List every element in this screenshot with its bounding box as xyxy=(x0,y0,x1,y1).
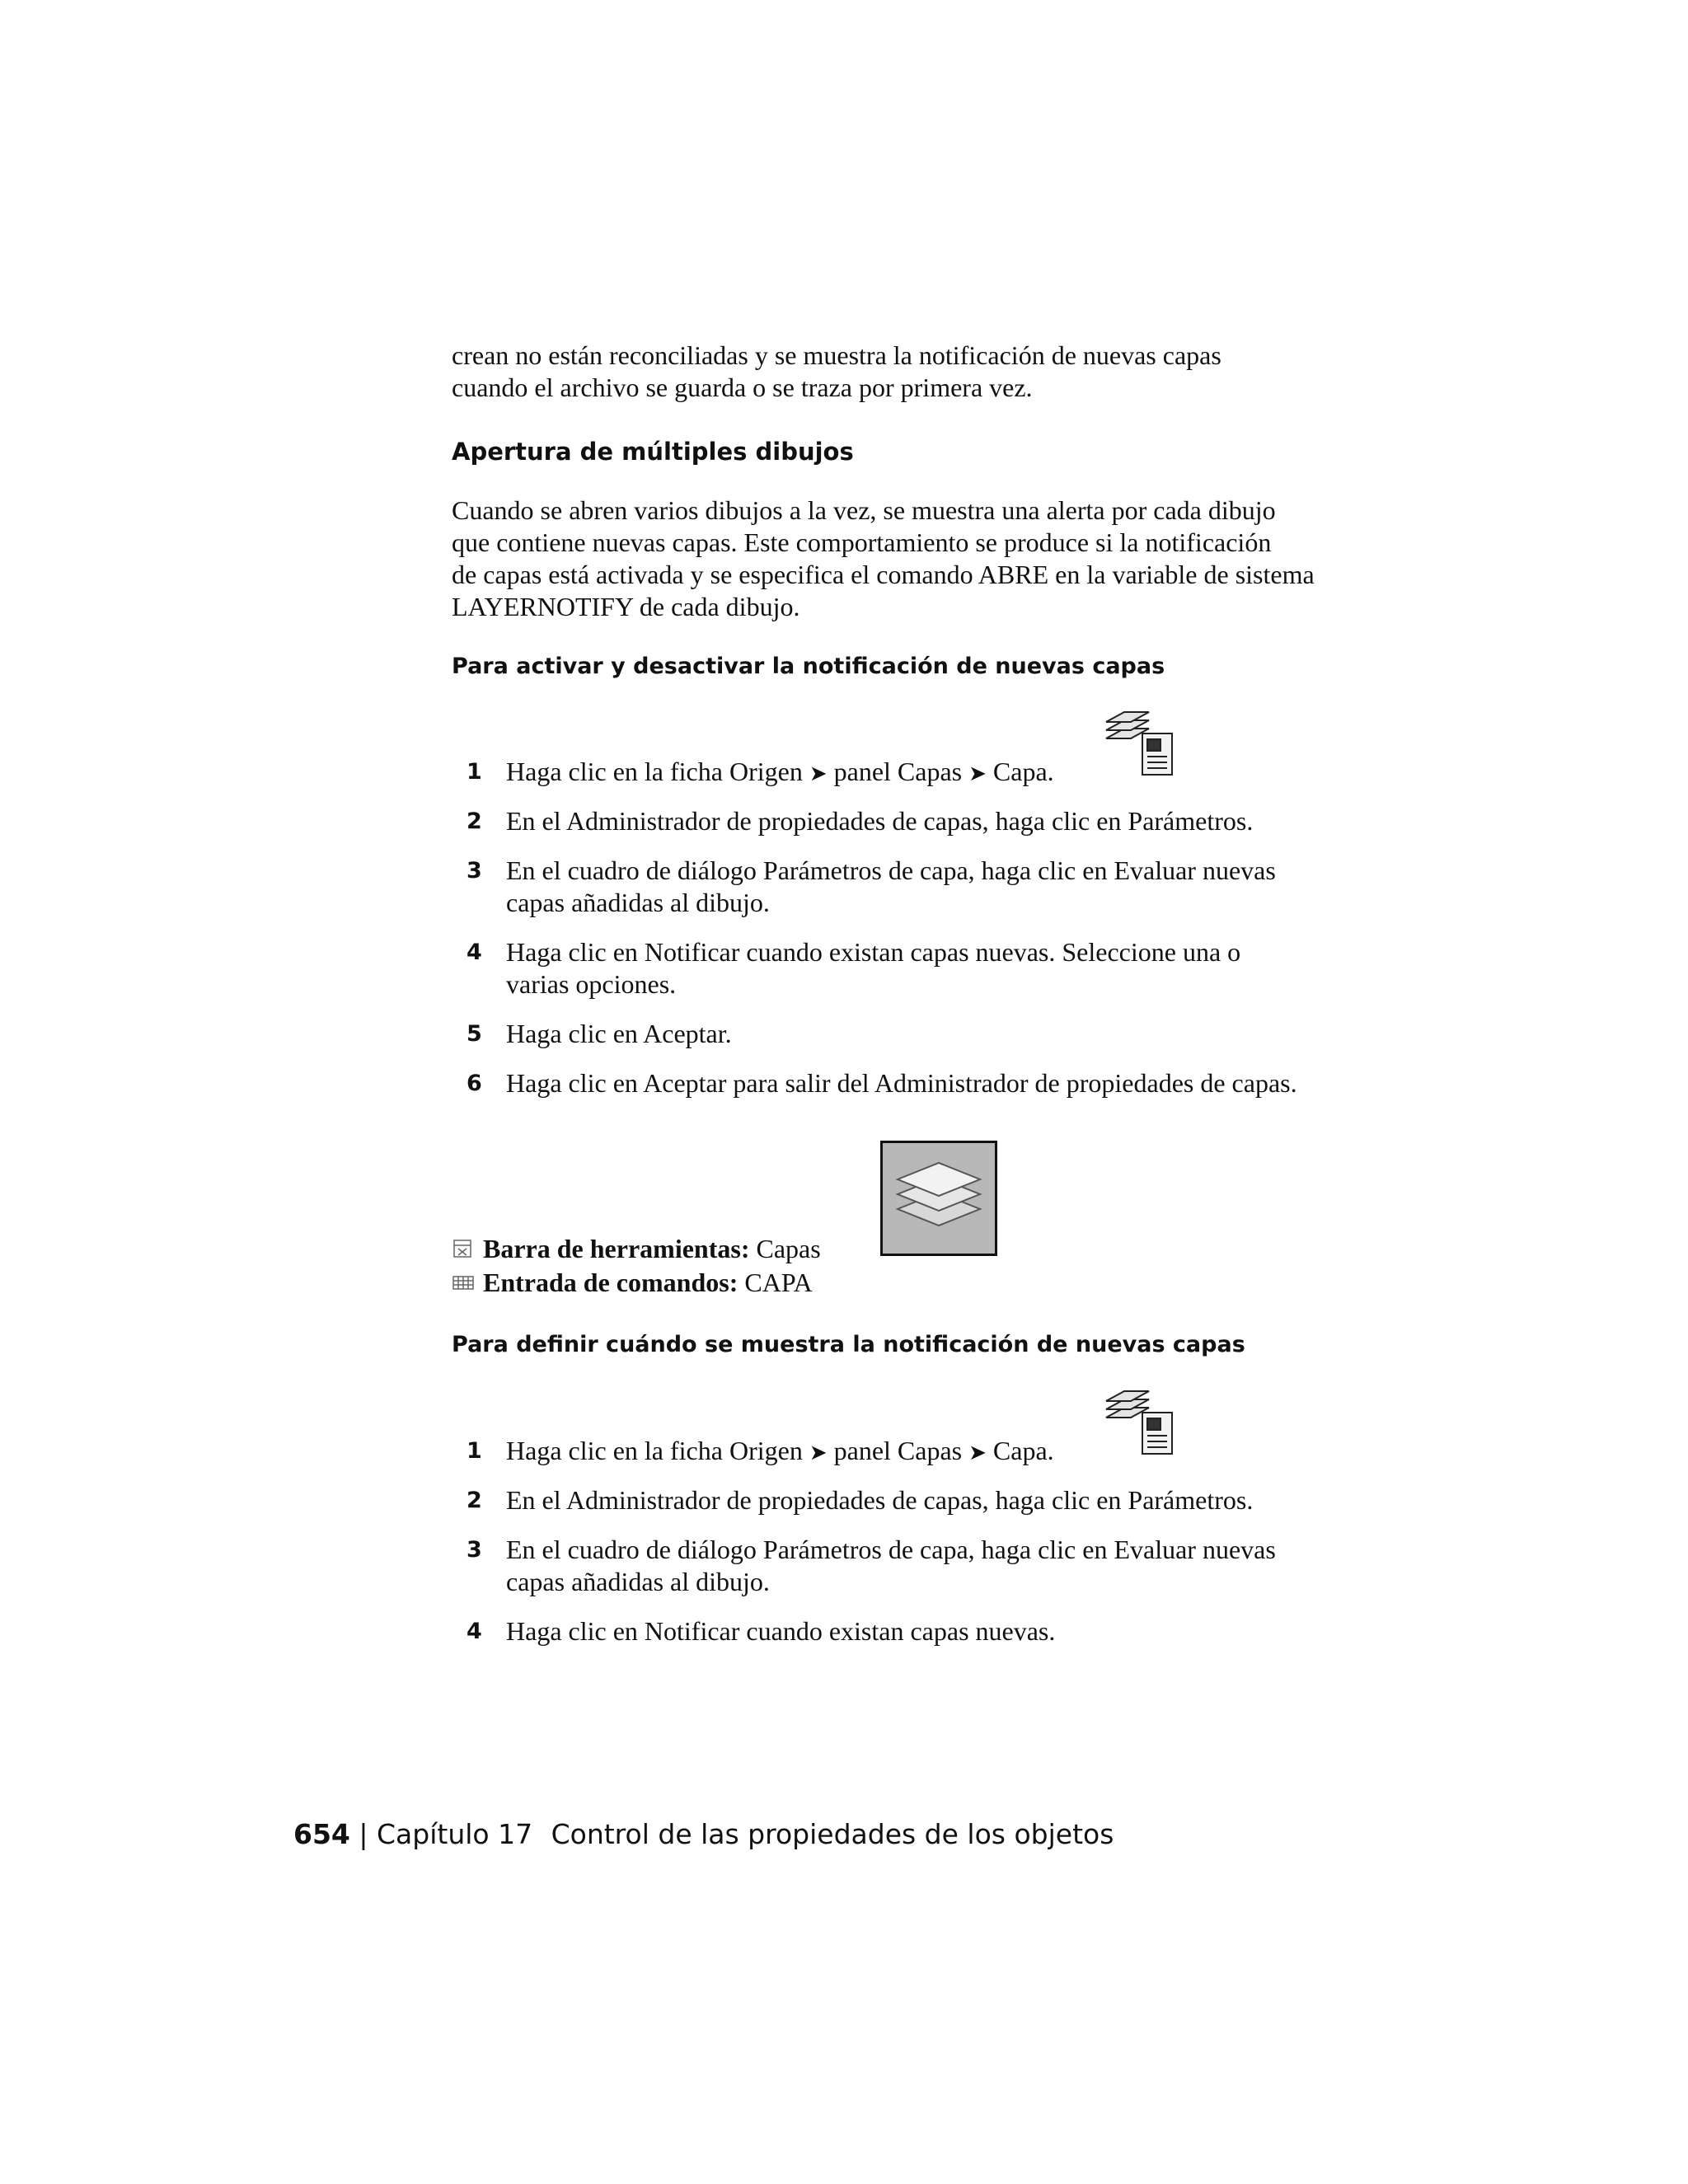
intro-paragraph xyxy=(452,340,1342,404)
step-text-part: Capa. xyxy=(992,1436,1054,1465)
intro-line: cuando el archivo se guarda o se traza por primera vez. xyxy=(452,373,1033,402)
paragraph-line: LAYERNOTIFY de cada dibujo. xyxy=(452,592,800,621)
step-number: 4 xyxy=(467,1619,482,1644)
command-value: CAPA xyxy=(744,1268,813,1297)
step-text xyxy=(506,1435,1347,1469)
step-number: 3 xyxy=(467,1537,482,1563)
step-text: En el Administrador de propiedades de capas, haga clic en Parámetros. xyxy=(506,1485,1254,1515)
step-text-part: Capa. xyxy=(992,757,1054,786)
step-number: 6 xyxy=(467,1071,482,1096)
intro-line: crean no están reconciliadas y se muestra la notificación de nuevas capas xyxy=(452,340,1221,370)
menu-arrow-icon: ➤ xyxy=(968,1441,987,1465)
keyboard-icon xyxy=(452,1269,476,1292)
step-text: Haga clic en Aceptar. xyxy=(506,1019,732,1048)
step-number: 2 xyxy=(467,808,482,834)
paragraph-line: de capas está activada y se especifica el comando ABRE en la variable de sistema xyxy=(452,560,1315,589)
layers-toolbar-icon xyxy=(880,1141,997,1256)
step-text xyxy=(506,936,1347,1001)
step-text: Haga clic en Aceptar para salir del Administrador de propiedades de capas. xyxy=(506,1068,1297,1098)
step-text-part: Haga clic en la ficha Origen xyxy=(506,757,803,786)
step-text: En el Administrador de propiedades de capas, haga clic en Parámetros. xyxy=(506,806,1254,836)
step-number: 4 xyxy=(467,940,482,965)
step-number: 3 xyxy=(467,858,482,883)
command-label: Entrada de comandos: xyxy=(483,1268,738,1297)
menu-arrow-icon: ➤ xyxy=(809,1441,828,1465)
page-number: 654 xyxy=(293,1818,350,1850)
menu-arrow-icon: ➤ xyxy=(968,762,987,785)
step-text xyxy=(506,1534,1347,1598)
toolbar-access xyxy=(452,1233,821,1265)
paragraph-line: que contiene nuevas capas. Este comportamiento se produce si la notificación xyxy=(452,527,1272,557)
step-text-part: panel Capas xyxy=(833,757,963,786)
section-heading: Apertura de múltiples dibujos xyxy=(452,438,854,466)
step-line: En el cuadro de diálogo Parámetros de capa, haga clic en Evaluar nuevas xyxy=(506,1535,1276,1564)
step-number: 1 xyxy=(467,1438,482,1464)
chapter-label: Capítulo 17 xyxy=(377,1818,533,1850)
step-line: Haga clic en Notificar cuando existan capas nuevas. Seleccione una o xyxy=(506,937,1241,967)
toolbar-value: Capas xyxy=(756,1234,821,1263)
step-text xyxy=(506,756,1347,790)
section-paragraph xyxy=(452,494,1342,623)
chapter-title: Control de las propiedades de los objetos xyxy=(551,1818,1114,1850)
step-text xyxy=(506,855,1347,919)
menu-arrow-icon: ➤ xyxy=(809,762,828,785)
step-line: varias opciones. xyxy=(506,969,677,999)
step-line: En el cuadro de diálogo Parámetros de capa, haga clic en Evaluar nuevas xyxy=(506,855,1276,885)
paragraph-line: Cuando se abren varios dibujos a la vez, se muestra una alerta por cada dibujo xyxy=(452,495,1276,525)
toolbar-icon xyxy=(452,1235,476,1258)
command-access xyxy=(452,1267,813,1299)
step-number: 1 xyxy=(467,759,482,785)
procedure-heading: Para definir cuándo se muestra la notificación de nuevas capas xyxy=(452,1332,1245,1357)
procedure-heading: Para activar y desactivar la notificación de nuevas capas xyxy=(452,654,1165,679)
step-number: 2 xyxy=(467,1488,482,1513)
step-number: 5 xyxy=(467,1021,482,1047)
step-line: capas añadidas al dibujo. xyxy=(506,888,770,917)
step-text: Haga clic en Notificar cuando existan capas nuevas. xyxy=(506,1616,1056,1646)
step-text-part: Haga clic en la ficha Origen xyxy=(506,1436,803,1465)
page-footer xyxy=(293,1818,1114,1851)
toolbar-label: Barra de herramientas: xyxy=(483,1234,750,1263)
footer-separator: | xyxy=(359,1818,368,1850)
step-line: capas añadidas al dibujo. xyxy=(506,1567,770,1596)
step-text-part: panel Capas xyxy=(833,1436,963,1465)
